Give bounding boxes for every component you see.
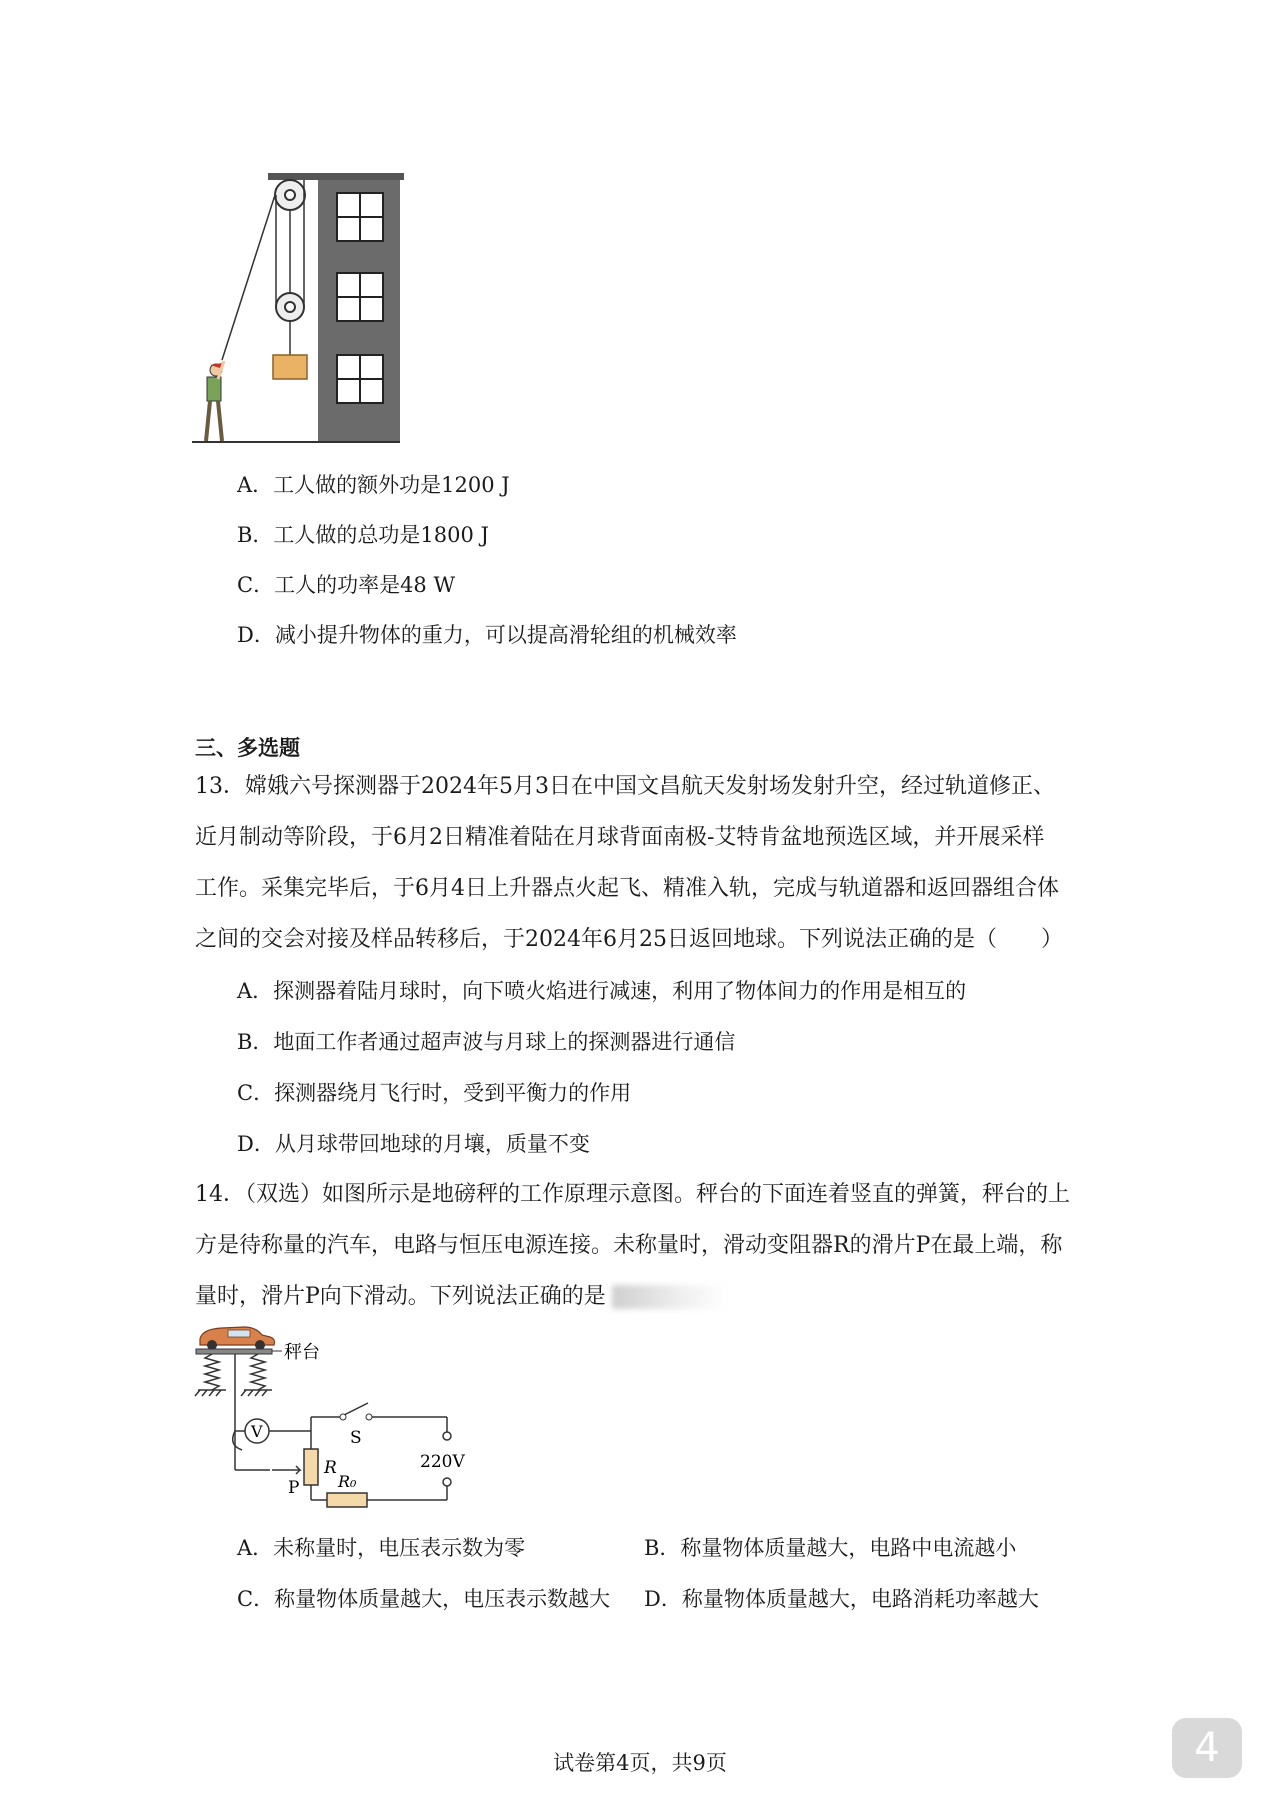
q12-option-c: C．工人的功率是48 W [237,573,456,597]
q13-option-a: A．探测器着陆月球时，向下喷火焰进行减速，利用了物体间力的作用是相互的 [237,979,967,1003]
pulley-building-figure [190,165,420,450]
q13-line-4: 之间的交会对接及样品转移后，于2024年6月25日返回地球。下列说法正确的是（ ） [195,927,1063,952]
platform-label: 秤台 [284,1342,320,1363]
q14-line-2: 方是待称量的汽车，电路与恒压电源连接。未称量时，滑动变阻器R的滑片P在最上端，称 [195,1233,1063,1258]
q13-line-1: 13．嫦娥六号探测器于2024年5月3日在中国文昌航天发射场发射升空，经过轨道修正、 [195,774,1055,799]
q13-line-2: 近月制动等阶段，于6月2日精准着陆在月球背面南极-艾特肯盆地预选区域，并开展采样 [195,825,1045,850]
q14-option-d: D．称量物体质量越大，电路消耗功率越大 [644,1587,1039,1611]
q13-option-b: B．地面工作者通过超声波与月球上的探测器进行通信 [237,1030,736,1054]
rheostat-label: R [324,1458,337,1478]
q14-option-c: C．称量物体质量越大，电压表示数越大 [237,1587,611,1611]
section-title: 三、多选题 [195,736,300,760]
scale-circuit-diagram [192,1325,482,1520]
q12-option-a: A．工人做的额外功是1200 J [237,473,510,497]
q12-option-d: D．减小提升物体的重力，可以提高滑轮组的机械效率 [237,623,737,647]
q14-line-1: 14．（双选）如图所示是地磅秤的工作原理示意图。秤台的下面连着竖直的弹簧，秤台的上 [195,1182,1070,1207]
q12-option-b: B．工人做的总功是1800 J [237,523,489,547]
q14-option-b: B．称量物体质量越大，电路中电流越小 [644,1536,1017,1560]
q13-line-3: 工作。采集完毕后，于6月4日上升器点火起飞、精准入轨，完成与轨道器和返回器组合体 [195,876,1059,901]
resistor-label: R₀ [338,1472,357,1491]
q13-option-c: C．探测器绕月飞行时，受到平衡力的作用 [237,1081,632,1105]
voltmeter-symbol: V [251,1422,263,1441]
switch-label: S [350,1428,362,1448]
blurred-region [612,1285,727,1309]
q14-line-3: 量时，滑片P向下滑动。下列说法正确的是 [195,1284,606,1309]
slider-label: P [288,1478,300,1498]
q14-option-a: A．未称量时，电压表示数为零 [237,1536,526,1560]
page-footer: 试卷第4页，共9页 [553,1751,727,1775]
voltage-label: 220V [420,1452,465,1472]
q13-option-d: D．从月球带回地球的月壤，质量不变 [237,1132,590,1156]
page-number-badge[interactable]: 4 [1172,1718,1242,1778]
